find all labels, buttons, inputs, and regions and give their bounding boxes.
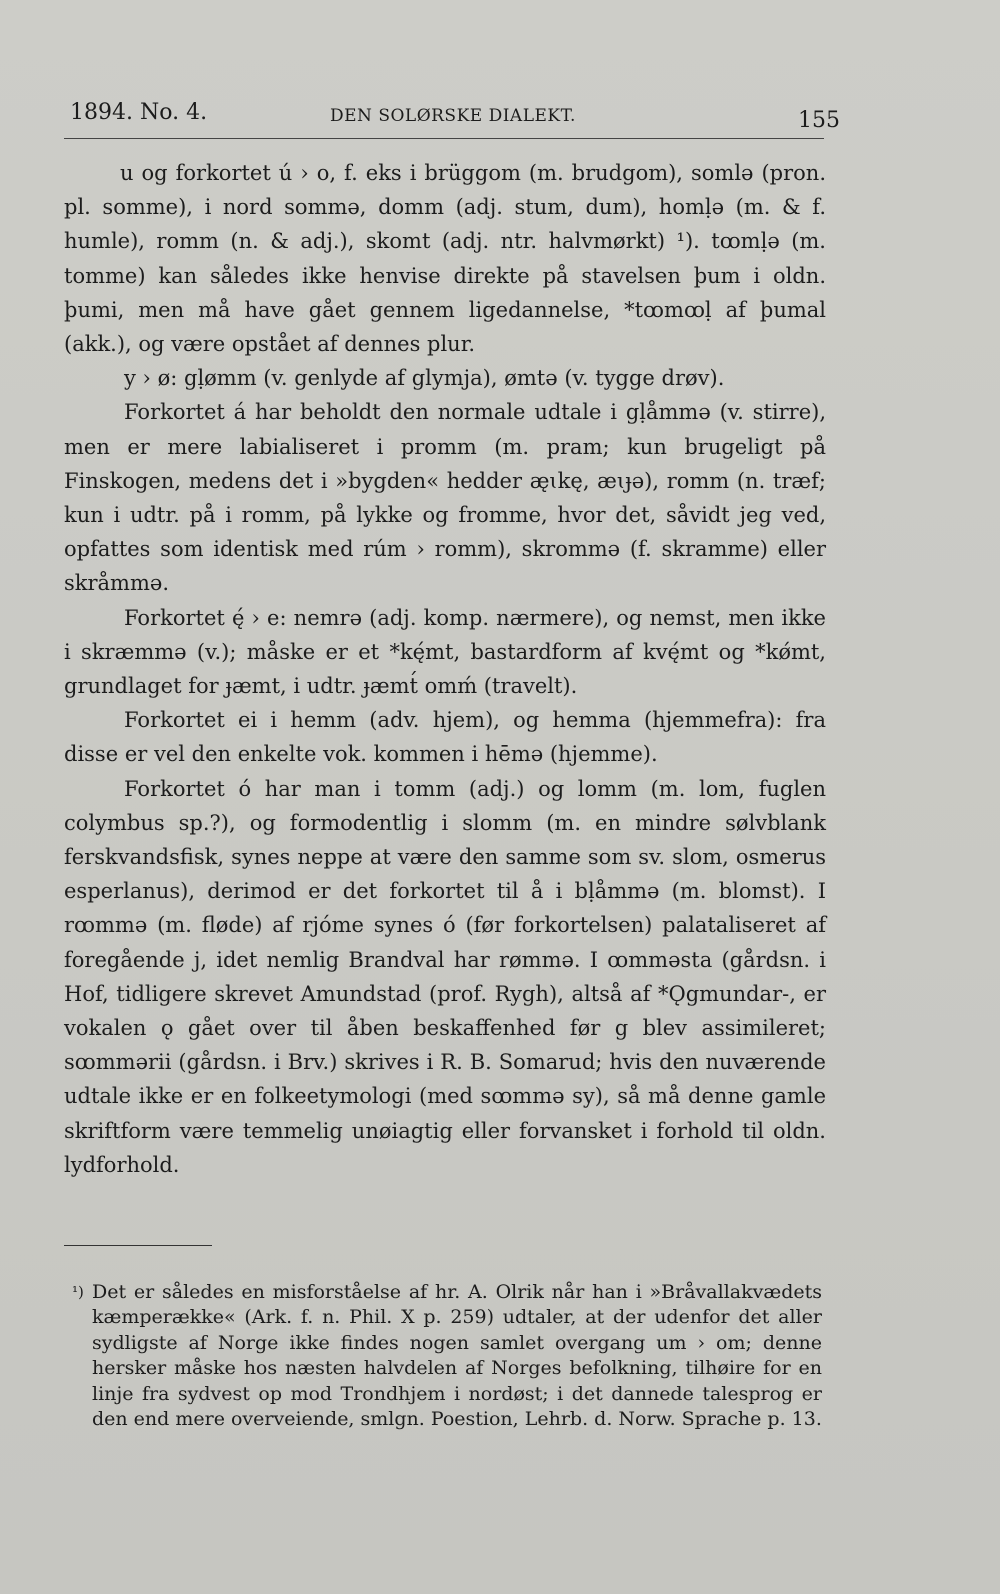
running-header <box>70 100 840 134</box>
paragraph-ei: Forkortet ei i hemm (adv. hjem), og hemma (hjemmefra): fra disse er vel den enkelte vok. kommen i hēmə (hjemme). <box>64 708 826 767</box>
body-text <box>64 156 826 1182</box>
running-title: DEN SOLØRSKE DIALEKT. <box>330 106 576 126</box>
page-number: 155 <box>798 108 840 133</box>
paragraph-u: u og forkortet ú › o, f. eks i brüggom (m. brudgom), somlə (pron. pl. somme), i nord sommə, domm (adj. stum, dum), homḷə (m. & f. humle), romm (n. & adj.), skomt (adj. ntr. halvmørkt) ¹). tꝏmḷə (m. tomme) kan således ikke henvise direkte på stavelsen þum i oldn. þumi, men må have gået gennem ligedannelse, *tꝏmꝏḷ af þumal (akk.), og være opstået af dennes plur. <box>64 161 826 357</box>
paragraph-a: Forkortet á har beholdt den normale udtale i gḷåmmə (v. stirre), men er mere labialiseret i promm (m. pram; kun brugeligt på Finskogen, medens det i »bygden« hedder æ̨ɩkę, æɩɟə), romm (n. træf; kun i udtr. på i romm, på lykke og fromme, hvor det, såvidt jeg ved, opfattes som identisk med rúm › romm), skrommə (f. skramme) eller skråmmə. <box>64 400 826 596</box>
paragraph-e: Forkortet ę́ › e: nemrə (adj. komp. nærmere), og nemst, men ikke i skræmmə (v.); måske er et *kę́mt, bastardform af kvę́mt og *kǿmt, grundlaget for ɟæmt, i udtr. ɟæmt́ omḿ (travelt). <box>64 605 826 699</box>
footnote-mark: ¹) <box>72 1283 84 1301</box>
footnote-rule <box>64 1245 212 1246</box>
paragraph-y: y › ø: gḷømm (v. genlyde af glymja), ømtə (v. tygge drøv). <box>124 366 725 391</box>
journal-issue: 1894. No. 4. <box>70 100 208 125</box>
paragraph-o: Forkortet ó har man i tomm (adj.) og lomm (m. lom, fuglen colymbus sp.?), og formodentlig i slomm (m. en mindre sølvblank ferskvandsfisk, synes neppe at være den samme som sv. slom, osmerus esperlanus), derimod er det forkortet til å i bḷåmmə (m. blomst). I rꝏmmə (m. fløde) af rjóme synes ó (før forkortelsen) palataliseret af foregående j, idet nemlig Brandval har rømmə. I ꝏmməsta (gårdsn. i Hof, tidligere skrevet Amundstad (prof. Rygh), altså af *Ǫgmundar-, er vokalen ǫ gået over til åben beskaffenhed før g blev assimileret; sꝏmmərii (gårdsn. i Brv.) skrives i R. B. Somarud; hvis den nuværende udtale ikke er en folkeetymologi (med sꝏmmə sy), så må denne gamle skriftform være temmelig unøiagtig eller forvansket i forhold til oldn. lydforhold. <box>64 776 826 1177</box>
footnote-text: Det er således en misforståelse af hr. A. Olrik når han i »Bråvallakvædets kæmperække« (Ark. f. n. Phil. X p. 259) udtaler, at der udenfor det aller sydligste af Norge ikke findes nogen samlet overgang um › om; denne hersker måske hos næsten halvdelen af Norges befolkning, tilhøire for en linje fra sydvest op mod Trondhjem i nordøst; i det dannede talesprog er den end mere overveiende, smlgn. Poestion, Lehrb. d. Norw. Sprache p. 13. <box>92 1281 822 1431</box>
footnote <box>72 1280 822 1432</box>
header-rule <box>64 138 824 139</box>
